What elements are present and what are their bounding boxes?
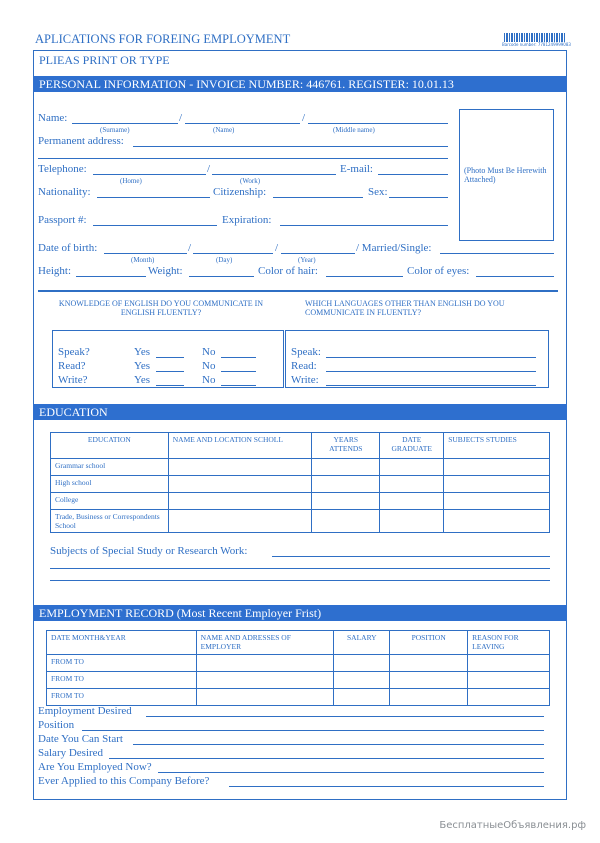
edu-header-education: EDUCATION bbox=[51, 433, 169, 459]
weight-label: Weight: bbox=[148, 265, 183, 277]
employment-table bbox=[46, 630, 550, 706]
edu-cell[interactable] bbox=[168, 459, 312, 476]
table-row bbox=[47, 672, 550, 689]
dob-day-field[interactable] bbox=[193, 253, 273, 254]
table-row bbox=[47, 655, 550, 672]
other-languages-question: WHICH LANGUAGES OTHER THAN ENGLISH DO YOU COMMUNICATE IN FLUENTLY? bbox=[305, 299, 505, 317]
nationality-label: Nationality: bbox=[38, 186, 91, 198]
employment-bar: EMPLOYMENT RECORD (Most Recent Employer Frist) bbox=[33, 605, 567, 621]
other-speak-field[interactable] bbox=[326, 357, 536, 358]
edu-cell[interactable] bbox=[168, 510, 312, 533]
edu-header-subjects: SUBJECTS STUDIES bbox=[444, 433, 550, 459]
other-languages-box bbox=[285, 330, 549, 388]
married-label: / Married/Single: bbox=[356, 242, 432, 254]
emp-cell[interactable] bbox=[196, 672, 334, 689]
barcode bbox=[504, 33, 566, 42]
emp-cell[interactable] bbox=[468, 655, 550, 672]
surname-field[interactable] bbox=[72, 123, 178, 124]
site-watermark: БесплатныеОбъявления.рф bbox=[439, 820, 586, 831]
read-q: Read? bbox=[58, 360, 86, 372]
emp-cell[interactable] bbox=[334, 689, 390, 706]
edu-cell[interactable] bbox=[312, 459, 380, 476]
photo-instruction: (Photo Must Be Herewith Attached) bbox=[464, 166, 547, 184]
print-instruction: PLIEAS PRINT OR TYPE bbox=[39, 53, 170, 67]
education-bar: EDUCATION bbox=[33, 404, 567, 420]
nationality-field[interactable] bbox=[97, 197, 210, 198]
edu-cell[interactable] bbox=[380, 476, 444, 493]
special-study-field-2[interactable] bbox=[50, 568, 550, 569]
home-hint: (Home) bbox=[120, 177, 142, 185]
middle-name-hint: (Middle name) bbox=[333, 126, 375, 134]
speak-no-field[interactable] bbox=[221, 357, 256, 358]
table-row bbox=[51, 510, 550, 533]
name-hint: (Name) bbox=[213, 126, 235, 134]
sex-field[interactable] bbox=[389, 197, 448, 198]
permanent-address-label: Permanent address: bbox=[38, 135, 124, 147]
citizenship-field[interactable] bbox=[273, 197, 363, 198]
speak-yes-field[interactable] bbox=[156, 357, 184, 358]
education-table bbox=[50, 432, 550, 533]
employment-desired-field[interactable] bbox=[146, 716, 544, 717]
table-row bbox=[47, 689, 550, 706]
edu-row-label: Grammar school bbox=[51, 459, 169, 476]
start-date-label: Date You Can Start bbox=[38, 733, 123, 745]
employed-now-field[interactable] bbox=[158, 772, 544, 773]
personal-info-bar: PERSONAL INFORMATION - INVOICE NUMBER: 446761. REGISTER: 10.01.13 bbox=[33, 76, 567, 92]
edu-cell[interactable] bbox=[312, 493, 380, 510]
height-field[interactable] bbox=[76, 276, 146, 277]
passport-label: Passport #: bbox=[38, 214, 87, 226]
special-study-field[interactable] bbox=[272, 556, 550, 557]
speak-no-label: No bbox=[202, 346, 216, 358]
dob-label: Date of birth: bbox=[38, 242, 98, 254]
married-field[interactable] bbox=[440, 253, 554, 254]
write-q: Write? bbox=[58, 374, 88, 386]
email-field[interactable] bbox=[378, 174, 448, 175]
dob-month-field[interactable] bbox=[104, 253, 187, 254]
emp-cell[interactable] bbox=[334, 672, 390, 689]
emp-cell[interactable] bbox=[468, 672, 550, 689]
write-no-label: No bbox=[202, 374, 216, 386]
emp-cell[interactable] bbox=[334, 655, 390, 672]
emp-cell[interactable] bbox=[390, 672, 468, 689]
edu-cell[interactable] bbox=[380, 510, 444, 533]
applied-before-label: Ever Applied to this Company Before? bbox=[38, 775, 210, 787]
employed-now-label: Are You Employed Now? bbox=[38, 761, 152, 773]
emp-cell[interactable] bbox=[196, 655, 334, 672]
edu-cell[interactable] bbox=[444, 476, 550, 493]
emp-cell[interactable] bbox=[390, 689, 468, 706]
section-divider bbox=[38, 290, 558, 292]
edu-cell[interactable] bbox=[444, 493, 550, 510]
month-hint: (Month) bbox=[131, 256, 155, 264]
emp-header-date: DATE MONTH&YEAR bbox=[47, 631, 197, 655]
table-row bbox=[51, 476, 550, 493]
day-hint: (Day) bbox=[216, 256, 233, 264]
expiration-label: Expiration: bbox=[222, 214, 272, 226]
salary-desired-field[interactable] bbox=[109, 758, 544, 759]
other-read-label: Read: bbox=[291, 360, 317, 372]
eye-color-field[interactable] bbox=[476, 276, 554, 277]
read-no-label: No bbox=[202, 360, 216, 372]
other-write-label: Write: bbox=[291, 374, 319, 386]
year-hint: (Year) bbox=[298, 256, 316, 264]
edu-header-graduate: DATE GRADUATE bbox=[380, 433, 444, 459]
emp-header-reason: REASON FOR LEAVING bbox=[468, 631, 550, 655]
height-label: Height: bbox=[38, 265, 71, 277]
edu-header-school: NAME AND LOCATION SCHOLL bbox=[168, 433, 312, 459]
edu-cell[interactable] bbox=[380, 459, 444, 476]
edu-row-label: College bbox=[51, 493, 169, 510]
speak-yes-label: Yes bbox=[134, 346, 151, 358]
permanent-address-field[interactable] bbox=[133, 146, 448, 147]
edu-header-years: YEARS ATTENDS bbox=[312, 433, 380, 459]
emp-row-label[interactable]: FROM TO bbox=[47, 689, 197, 706]
permanent-address-field-2[interactable] bbox=[38, 158, 448, 159]
eye-color-label: Color of eyes: bbox=[407, 265, 470, 277]
edu-row-label: Trade, Business or Correspondents School bbox=[51, 510, 169, 533]
expiration-field[interactable] bbox=[280, 225, 448, 226]
work-phone-field[interactable] bbox=[212, 174, 336, 175]
sex-label: Sex: bbox=[368, 186, 388, 198]
speak-q: Speak? bbox=[58, 346, 90, 358]
read-yes-field[interactable] bbox=[156, 371, 184, 372]
emp-header-salary: SALARY bbox=[334, 631, 390, 655]
edu-cell[interactable] bbox=[168, 476, 312, 493]
emp-row-label[interactable]: FROM TO bbox=[47, 655, 197, 672]
first-name-field[interactable] bbox=[185, 123, 300, 124]
telephone-label: Telephone: bbox=[38, 163, 87, 175]
work-hint: (Work) bbox=[240, 177, 261, 185]
write-no-field[interactable] bbox=[221, 385, 256, 386]
table-row bbox=[51, 493, 550, 510]
employment-desired-label: Employment Desired bbox=[38, 705, 132, 717]
read-no-field[interactable] bbox=[221, 371, 256, 372]
table-row bbox=[51, 459, 550, 476]
edu-cell[interactable] bbox=[444, 510, 550, 533]
start-date-field[interactable] bbox=[133, 744, 544, 745]
applied-before-field[interactable] bbox=[229, 786, 544, 787]
barcode-caption: Barcode number: 7781249999083 bbox=[502, 42, 571, 47]
middle-name-field[interactable] bbox=[308, 123, 448, 124]
edu-cell[interactable] bbox=[168, 493, 312, 510]
other-read-field[interactable] bbox=[326, 371, 536, 372]
form-title: APLICATIONS FOR FOREING EMPLOYMENT bbox=[35, 32, 291, 46]
emp-cell[interactable] bbox=[390, 655, 468, 672]
dob-year-field[interactable] bbox=[281, 253, 355, 254]
hair-color-field[interactable] bbox=[326, 276, 403, 277]
other-write-field[interactable] bbox=[326, 385, 536, 386]
salary-desired-label: Salary Desired bbox=[38, 747, 104, 759]
edu-cell[interactable] bbox=[312, 510, 380, 533]
emp-cell[interactable] bbox=[196, 689, 334, 706]
edu-row-label: High school bbox=[51, 476, 169, 493]
weight-field[interactable] bbox=[189, 276, 254, 277]
emp-cell[interactable] bbox=[468, 689, 550, 706]
special-study-label: Subjects of Special Study or Research Work: bbox=[50, 545, 248, 557]
home-phone-field[interactable] bbox=[93, 174, 206, 175]
write-yes-field[interactable] bbox=[156, 385, 184, 386]
emp-header-employer: NAME AND ADRESSES OF EMPLOYER bbox=[196, 631, 334, 655]
emp-header-position: POSITION bbox=[390, 631, 468, 655]
read-yes-label: Yes bbox=[134, 360, 151, 372]
surname-hint: (Surname) bbox=[100, 126, 130, 134]
hair-color-label: Color of hair: bbox=[258, 265, 318, 277]
email-label: E-mail: bbox=[340, 163, 373, 175]
write-yes-label: Yes bbox=[134, 374, 151, 386]
edu-cell[interactable] bbox=[312, 476, 380, 493]
edu-cell[interactable] bbox=[444, 459, 550, 476]
citizenship-label: Citizenship: bbox=[213, 186, 267, 198]
position-label: Position bbox=[38, 719, 75, 731]
edu-cell[interactable] bbox=[380, 493, 444, 510]
name-label: Name: bbox=[38, 112, 68, 124]
position-field[interactable] bbox=[82, 730, 544, 731]
other-speak-label: Speak: bbox=[291, 346, 321, 358]
english-question: KNOWLEDGE OF ENGLISH DO YOU COMMUNICATE IN ENGLISH FLUENTLY? bbox=[58, 299, 264, 317]
emp-row-label[interactable]: FROM TO bbox=[47, 672, 197, 689]
passport-field[interactable] bbox=[93, 225, 217, 226]
special-study-field-3[interactable] bbox=[50, 580, 550, 581]
